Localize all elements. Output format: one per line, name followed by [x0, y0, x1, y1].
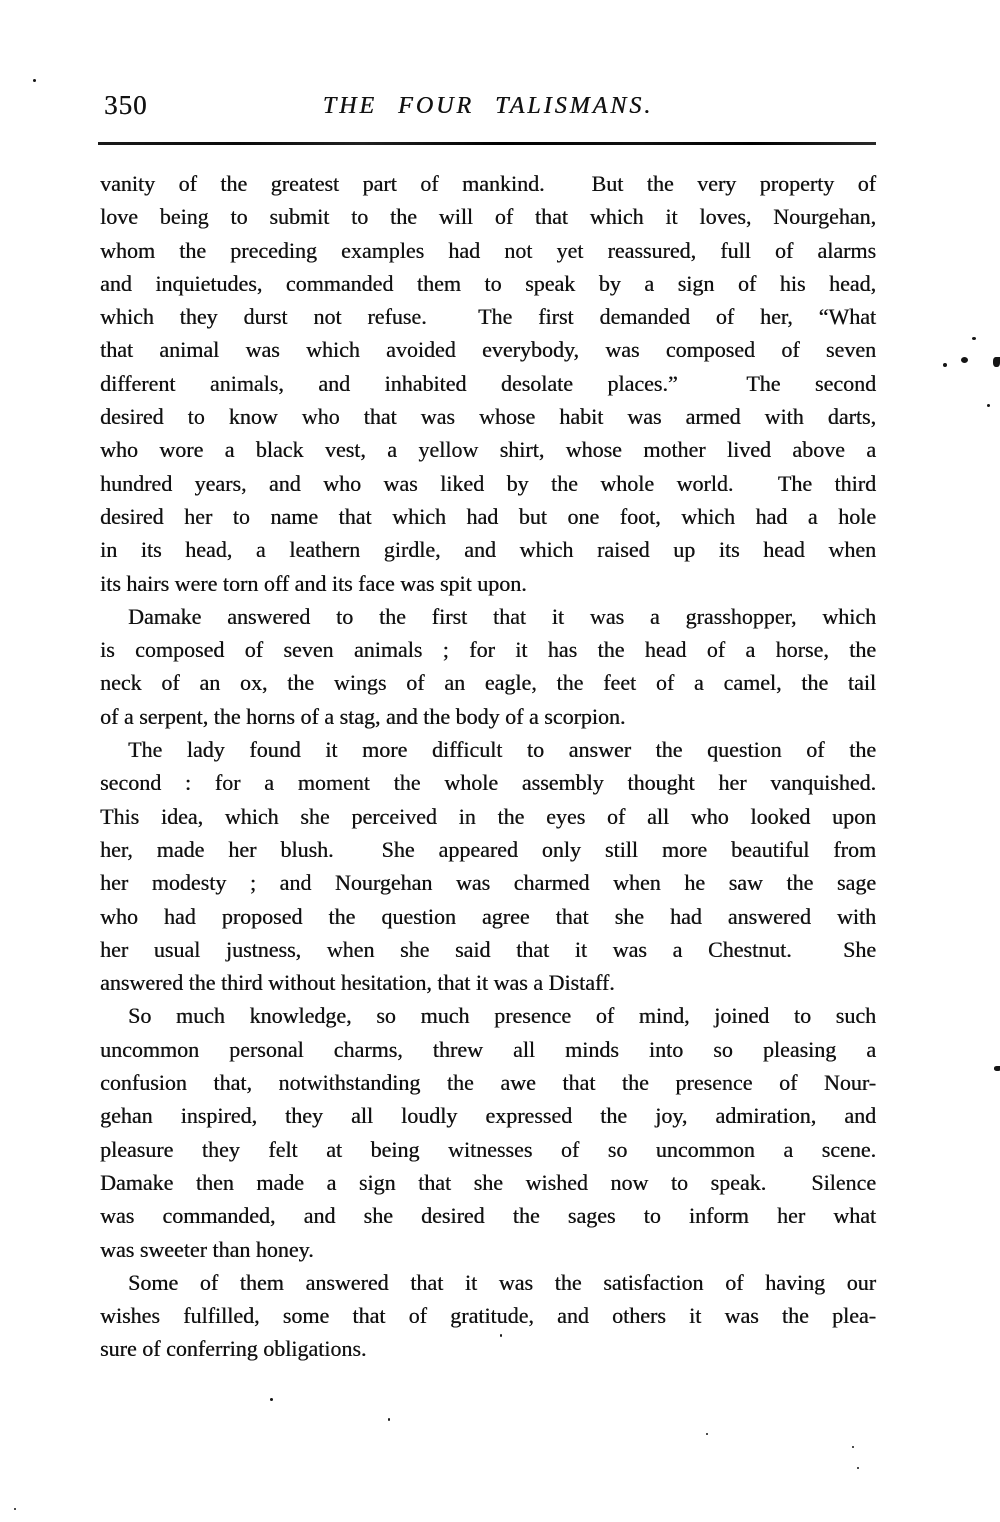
header-rule: [98, 142, 876, 145]
text-line: Damake answered to the first that it was a grasshopper, which: [128, 603, 876, 629]
text-line: The lady found it more difficult to answer the question of the: [128, 737, 876, 763]
scan-speck: [706, 1433, 708, 1435]
scan-speck: [993, 357, 1000, 367]
text-line: answered the third without hesitation, that it was a Distaff.: [100, 970, 615, 996]
text-line: sure of conferring obligations.: [100, 1336, 367, 1362]
text-line: her, made her blush. She appeared only still more beautiful from: [100, 836, 876, 862]
text-line: neck of an ox, the wings of an eagle, the feet of a camel, the tail: [100, 670, 876, 696]
text-line: love being to submit to the will of that which it loves, Nourgehan,: [100, 204, 876, 230]
text-line: is composed of seven animals ; for it has the head of a horse, the: [100, 637, 876, 663]
text-line: wishes fulfilled, some that of gratitude, and others it was the plea-: [100, 1303, 876, 1329]
scan-speck: [270, 1398, 273, 1401]
scan-speck: [857, 1467, 859, 1469]
text-line: Some of them answered that it was the satisfaction of having our: [128, 1269, 876, 1295]
text-line: uncommon personal charms, threw all minds into so pleasing a: [100, 1036, 876, 1062]
text-line: its hairs were torn off and its face was spit upon.: [100, 570, 527, 596]
text-line: vanity of the greatest part of mankind. But the very property of: [100, 171, 876, 196]
page-number: 350: [104, 90, 148, 120]
text-line: confusion that, notwithstanding the awe that the presence of Nour-: [100, 1070, 876, 1096]
scan-speck: [972, 337, 976, 340]
text-line: second : for a moment the whole assembly thought her vanquished.: [100, 770, 876, 796]
scan-speck: [388, 1418, 390, 1421]
scan-speck: [943, 363, 947, 367]
scan-speck: [33, 79, 36, 82]
text-line: was sweeter than honey.: [100, 1236, 314, 1262]
text-line: her modesty ; and Nourgehan was charmed when he saw the sage: [100, 870, 876, 896]
running-title: THE FOUR TALISMANS.: [322, 93, 654, 119]
text-line: in its head, a leathern girdle, and which raised up its head when: [100, 537, 876, 563]
scan-speck: [994, 1066, 1000, 1071]
scan-speck: [500, 1334, 502, 1337]
body-text: [100, 167, 876, 1366]
text-line: pleasure they felt at being witnesses of so uncommon a scene.: [100, 1136, 876, 1162]
text-line: and inquietudes, commanded them to speak by a sign of his head,: [100, 270, 876, 296]
text-line: which they durst not refuse. The first demanded of her, “What: [100, 304, 876, 330]
scan-speck: [961, 357, 968, 363]
text-line: whom the preceding examples had not yet reassured, full of alarms: [100, 237, 876, 263]
text-line: was commanded, and she desired the sages to inform her what: [100, 1203, 876, 1229]
text-line: gehan inspired, they all loudly expressed the joy, admiration, and: [100, 1103, 876, 1129]
scan-speck: [852, 1446, 854, 1448]
text-line: Damake then made a sign that she wished now to speak. Silence: [100, 1169, 876, 1195]
scan-speck: [14, 1508, 16, 1510]
text-line: desired her to name that which had but one foot, which had a hole: [100, 503, 876, 529]
text-line: who had proposed the question agree that she had answered with: [100, 903, 876, 929]
text-line: that animal was which avoided everybody, was composed of seven: [100, 337, 876, 363]
text-line: This idea, which she perceived in the eyes of all who looked upon: [100, 803, 876, 829]
scan-speck: [987, 404, 990, 407]
text-line: different animals, and inhabited desolate places.” The second: [100, 370, 876, 396]
text-line: her usual justness, when she said that it was a Chestnut. She: [100, 936, 876, 962]
text-line: of a serpent, the horns of a stag, and the body of a scorpion.: [100, 703, 626, 729]
text-line: hundred years, and who was liked by the whole world. The third: [100, 470, 876, 496]
text-line: who wore a black vest, a yellow shirt, whose mother lived above a: [100, 437, 876, 463]
text-line: desired to know who that was whose habit was armed with darts,: [100, 404, 876, 430]
text-line: So much knowledge, so much presence of mind, joined to such: [128, 1003, 876, 1029]
